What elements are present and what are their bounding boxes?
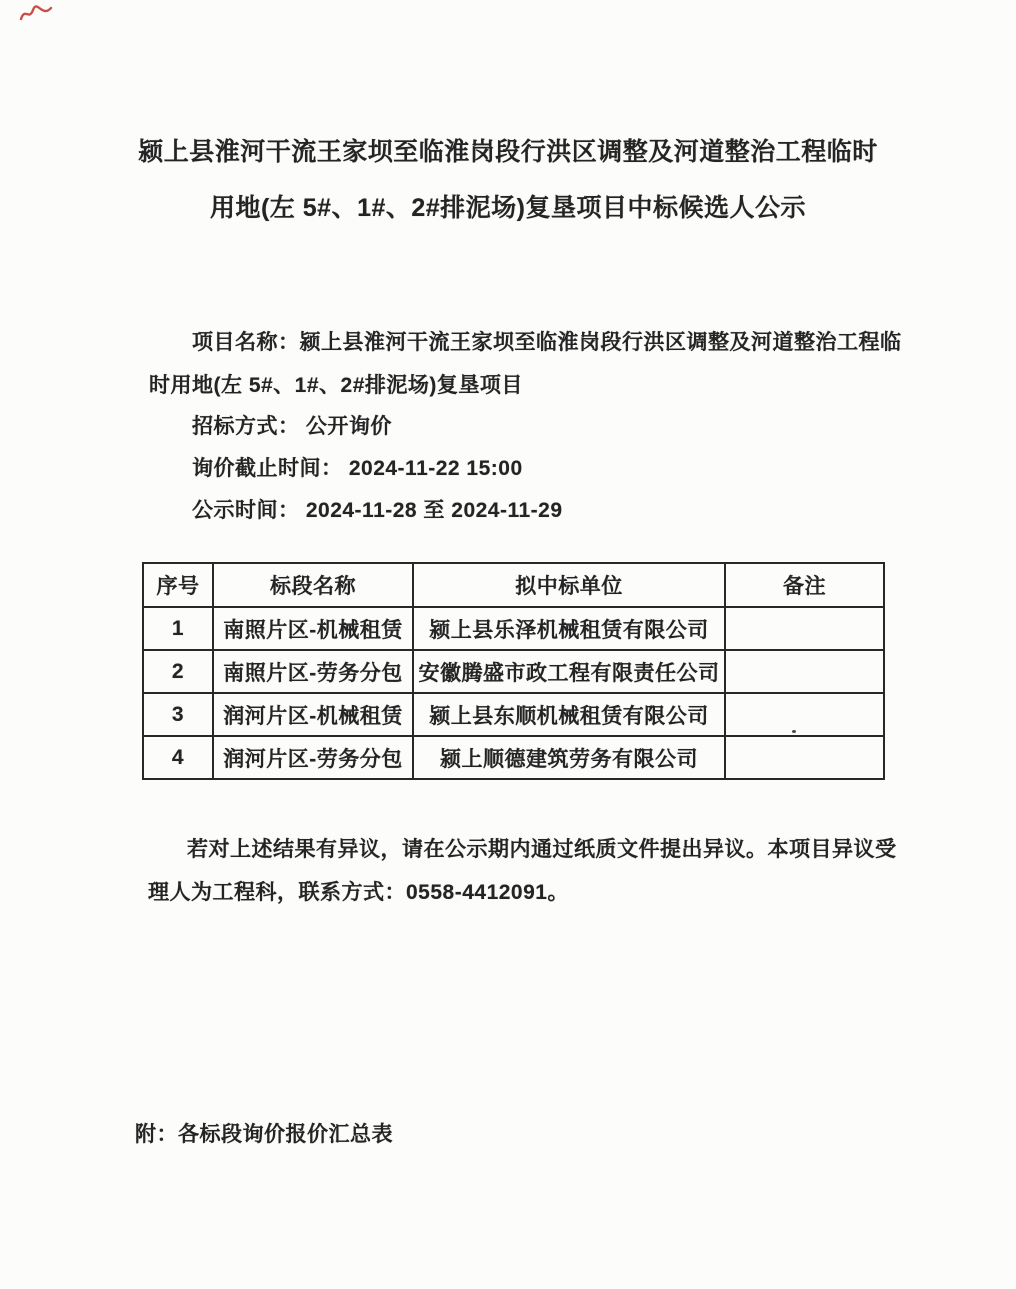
cell-winner-unit: 颍上县东顺机械租赁有限公司: [413, 693, 725, 736]
cell-section-name: 南照片区-劳务分包: [213, 650, 413, 693]
header-winner-unit: 拟中标单位: [413, 563, 725, 607]
cell-winner-unit: 颍上县乐泽机械租赁有限公司: [413, 607, 725, 650]
objection-line1: 若对上述结果有异议，请在公示期内通过纸质文件提出异议。本项目异议受: [187, 838, 897, 861]
bidding-method-line: 招标方式： 公开询价: [192, 415, 392, 438]
red-pen-mark-icon: [18, 3, 54, 25]
header-section-name: 标段名称: [213, 563, 413, 607]
table-row: [143, 693, 884, 736]
project-name-line1: 项目名称：颍上县淮河干流王家坝至临淮岗段行洪区调整及河道整治工程临: [192, 331, 902, 354]
cell-seq: 3: [143, 693, 213, 736]
document-title-line1: 颍上县淮河干流王家坝至临淮岗段行洪区调整及河道整治工程临时: [138, 138, 878, 166]
cell-remark: [725, 650, 884, 693]
objection-line2: 理人为工程科，联系方式：0558-4412091。: [148, 881, 569, 904]
scan-speck-artifact: [792, 730, 796, 733]
project-name-line2: 时用地(左 5#、1#、2#排泥场)复垦项目: [149, 374, 523, 397]
cell-remark: [725, 607, 884, 650]
table-header-row: [143, 563, 884, 607]
cell-section-name: 润河片区-劳务分包: [213, 736, 413, 779]
cell-seq: 2: [143, 650, 213, 693]
inquiry-deadline-line: 询价截止时间： 2024-11-22 15:00: [192, 457, 523, 480]
bid-candidates-table: [142, 562, 885, 780]
cell-remark: [725, 693, 884, 736]
attachment-note: 附：各标段询价报价汇总表: [135, 1123, 393, 1146]
table-row: [143, 607, 884, 650]
header-remark: 备注: [725, 563, 884, 607]
document-title-line2: 用地(左 5#、1#、2#排泥场)复垦项目中标候选人公示: [209, 194, 807, 222]
table-row: [143, 650, 884, 693]
cell-section-name: 南照片区-机械租赁: [213, 607, 413, 650]
cell-remark: [725, 736, 884, 779]
cell-winner-unit: 安徽腾盛市政工程有限责任公司: [413, 650, 725, 693]
header-seq: 序号: [143, 563, 213, 607]
cell-seq: 4: [143, 736, 213, 779]
cell-seq: 1: [143, 607, 213, 650]
publicity-period-line: 公示时间： 2024-11-28 至 2024-11-29: [192, 499, 563, 522]
cell-winner-unit: 颍上顺德建筑劳务有限公司: [413, 736, 725, 779]
table-row: [143, 736, 884, 779]
cell-section-name: 润河片区-机械租赁: [213, 693, 413, 736]
